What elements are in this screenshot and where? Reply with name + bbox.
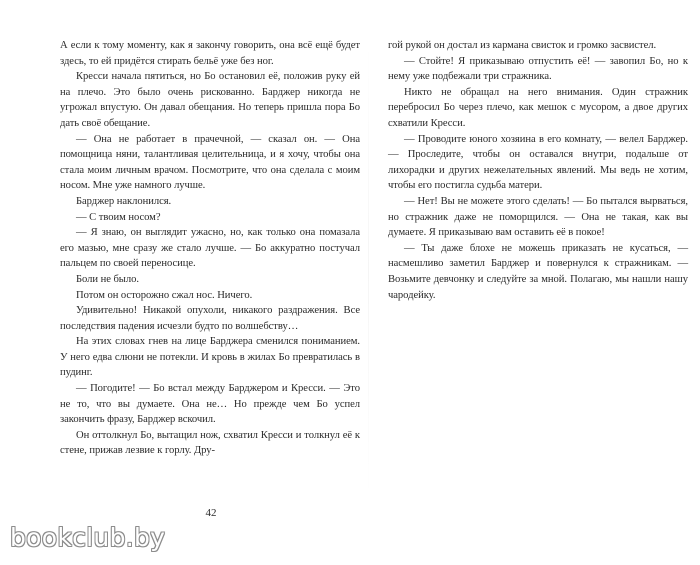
- paragraph: На этих словах гнев на лице Барджера сменился пониманием. У него едва слюни не потекли. И кровь в жилах Бо превратилась в пудинг.: [60, 336, 360, 379]
- paragraph: — Она не работает в прачечной, — сказал он. — Она помощница няни, талантливая целительница, и я хочу, чтобы она стала моим личным врачом. Посмотрите, что она сделала с моим носом. Мне уже намного лучше.: [60, 133, 360, 192]
- right-page: [388, 38, 688, 303]
- paragraph: Потом он осторожно сжал нос. Ничего.: [76, 289, 253, 301]
- left-page: [60, 38, 360, 459]
- paragraph: — Нет! Вы не можете этого сделать! — Бо пытался вырваться, но стражник даже не поморщился. — Она не такая, как вы думаете. Я приказываю вам оставить её в покое!: [388, 195, 688, 239]
- paragraph: гой рукой он достал из кармана свисток и громко засвистел.: [388, 40, 657, 51]
- paragraph: Барджер наклонился.: [76, 195, 172, 207]
- paragraph: Боли не было.: [76, 273, 139, 285]
- paragraph: — Стойте! Я приказываю отпустить её! — завопил Бо, но к нему уже подбежали три стражника.: [388, 55, 688, 83]
- watermark-logo: bookclub.by: [10, 523, 166, 552]
- paragraph: А если к тому моменту, как я закончу говорить, она всё ещё будет здесь, то ей придётся стирать бельё уже без ног.: [60, 40, 360, 67]
- paragraph: Кресси начала пятиться, но Бо остановил её, положив руку ей на плечо. Это было очень рискованно. Барджер никогда не угрожал впустую. Он давал обещания. Но теперь пришла пора Бо дать своё обещание.: [60, 71, 360, 129]
- paragraph: — С твоим носом?: [76, 211, 161, 223]
- paragraph: — Ты даже блохе не можешь приказать не кусаться, — насмешливо заметил Барджер и повернулся к стражникам. — Возьмите девчонку и следуйте за мной. Полагаю, мы нашли нашу чародейку.: [388, 242, 688, 301]
- paragraph: — Проводите юного хозяина в его комнату, — велел Барджер. — Проследите, чтобы он оставался внутри, подальше от лихорадки и других нежелательных явлений. Мы ведь не хотим, чтобы его постигла судьба матери.: [388, 133, 688, 192]
- gutter: [368, 40, 369, 500]
- paragraph: — Погодите! — Бо встал между Барджером и Кресси. — Это не то, что вы думаете. Она не… Но прежде чем Бо успел закончить фразу, Барджер вскочил.: [60, 383, 360, 426]
- paragraph: Он оттолкнул Бо, вытащил нож, схватил Кресси и толкнул её к стене, прижав лезвие к горлу. Дру-: [60, 429, 360, 457]
- paragraph: Никто не обращал на него внимания. Один стражник перебросил Бо через плечо, как мешок с мусором, а двое других схватили Кресси.: [388, 86, 688, 129]
- page-number: 42: [205, 507, 217, 519]
- paragraph: — Я знаю, он выглядит ужасно, но, как только она помазала его мазью, мне сразу же стало лучше. — Бо аккуратно постучал пальцем по своей переносице.: [60, 227, 360, 270]
- paragraph: Удивительно! Никакой опухоли, никакого раздражения. Все последствия падения исчезли будто по волшебству…: [60, 305, 360, 332]
